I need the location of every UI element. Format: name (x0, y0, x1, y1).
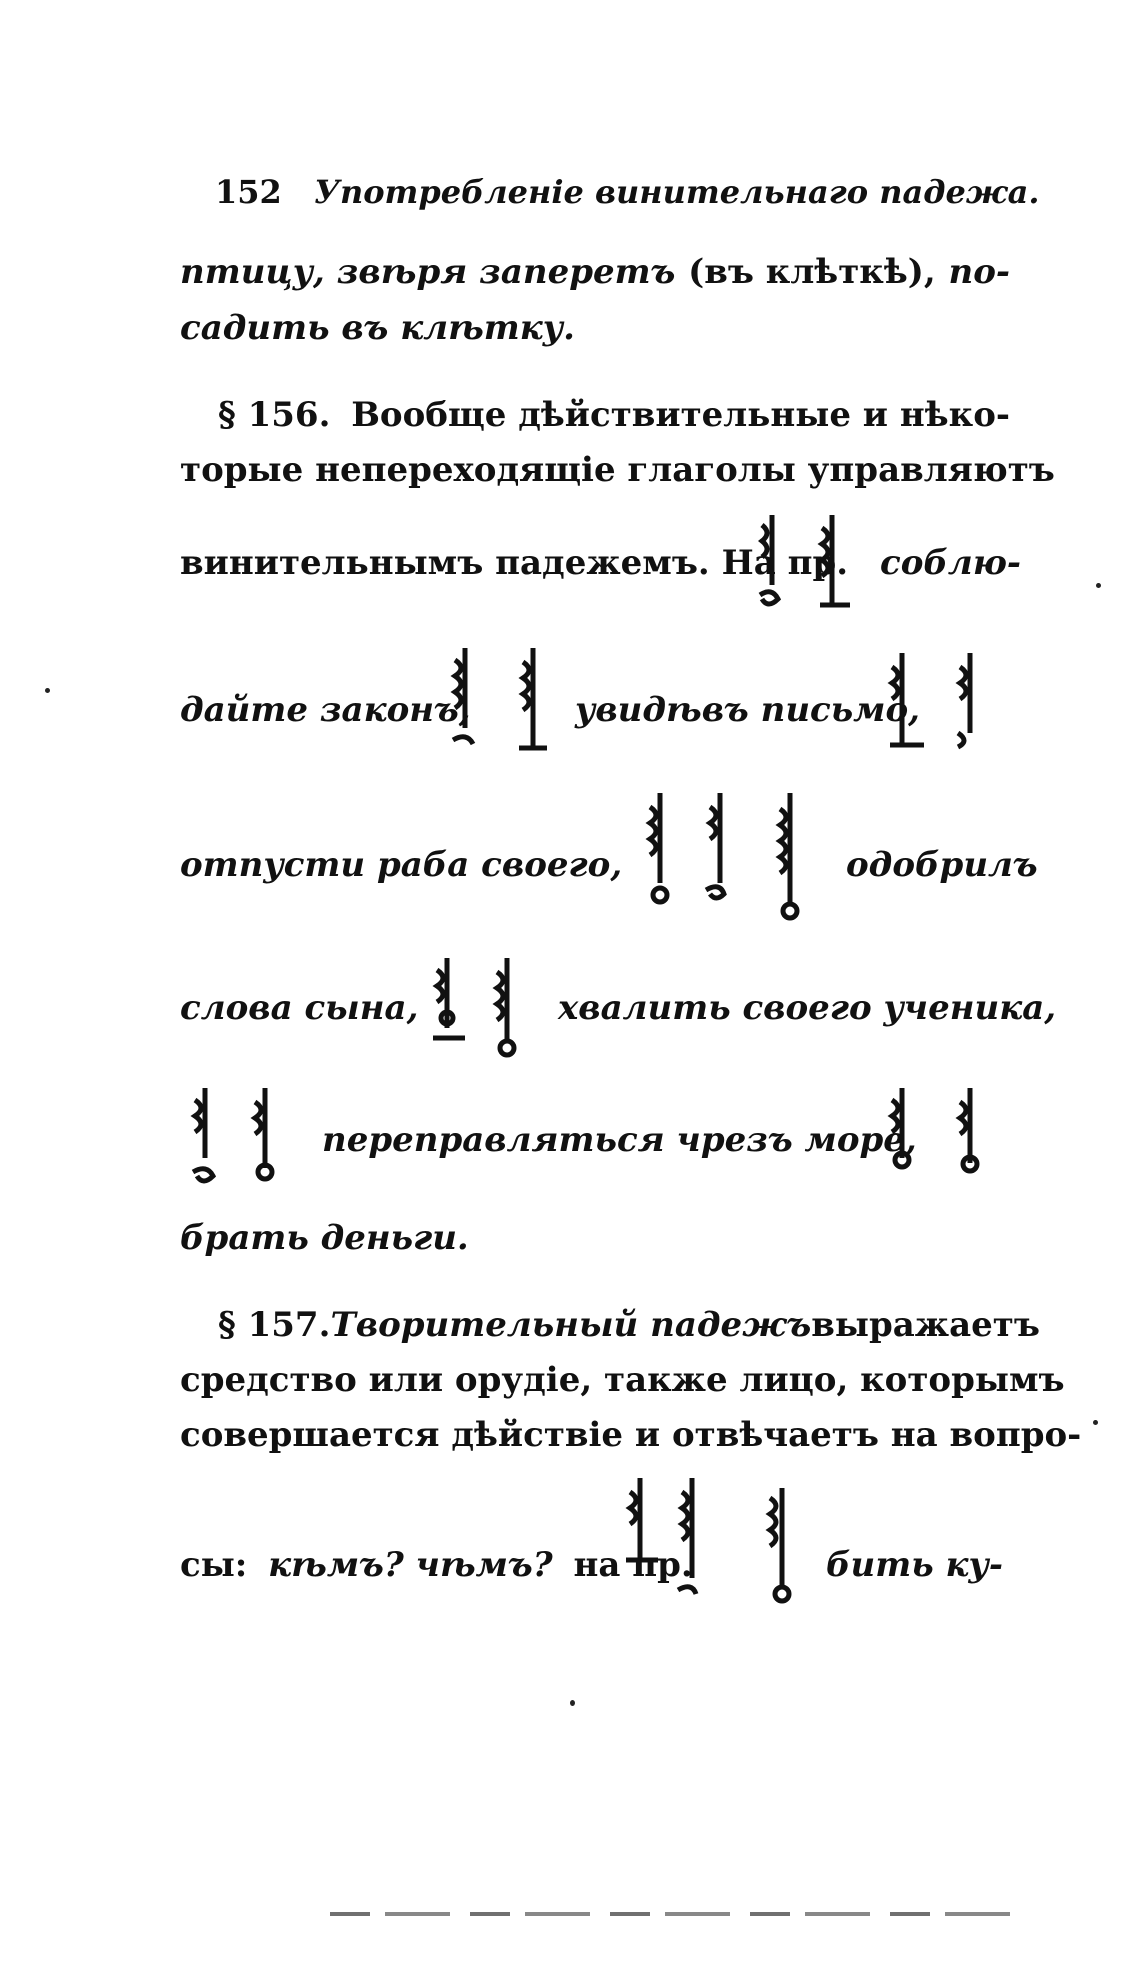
paragraph-157-line-1 (218, 1305, 1040, 1345)
manchu-script-soblyudaite-zakon (750, 510, 770, 620)
text-segment: бить ку- (826, 1545, 1003, 1585)
paragraph-157-line-2 (180, 1360, 1065, 1400)
manchu-script-brat-dengi (620, 1470, 640, 1610)
manchu-script-perepravlyatsya (880, 1080, 900, 1180)
text-segment: переправляться чрезъ море, (322, 1120, 917, 1160)
text-line-10: брать деньги. (180, 1218, 469, 1258)
page-number: 152 (215, 173, 282, 211)
paragraph-156-line-1 (218, 395, 1010, 435)
manchu-script-bit (760, 1480, 780, 1610)
text-segment: (въ клѣткѣ), (688, 252, 936, 292)
paper-speck (1093, 1420, 1098, 1425)
text-segment: кѣмъ? чѣмъ? (268, 1545, 553, 1585)
text-segment: совершается дѣйствіе и отвѣчаетъ на вопро- (180, 1415, 1082, 1455)
manchu-script-odobril-slova (425, 950, 445, 1060)
paragraph-157-line-4 (180, 1545, 693, 1585)
paragraph-156-line-3: винительнымъ падежемъ. На пр. (180, 543, 849, 583)
text-segment: средство или орудіе, также лицо, которымъ (180, 1360, 1065, 1400)
page-header (215, 172, 1039, 212)
text-segment: соблю- (880, 543, 1021, 583)
text-segment: торые непереходящіе глаголы управляютъ (180, 450, 1055, 490)
text-segment: Творительный падежъ (330, 1305, 812, 1345)
paragraph-156-line-2 (180, 450, 1055, 490)
text-segment: на пр. (573, 1545, 693, 1585)
manchu-script-uvidev-pismo-2 (880, 645, 900, 765)
text-line-2: садить въ клѣтку. (180, 308, 575, 348)
text-segment: одобрилъ (846, 845, 1038, 885)
section-number-156: § 156. (218, 395, 331, 435)
paper-speck (1096, 583, 1101, 588)
text-segment: по- (948, 252, 1010, 292)
text-segment: слова сына, (180, 988, 419, 1028)
text-segment: увидѣвъ письмо, (575, 690, 921, 730)
running-title: Употребленіе винительнаго падежа. (313, 173, 1040, 211)
manchu-script-khvalit-uchenika (185, 1080, 205, 1190)
text-segment: выражаетъ (811, 1305, 1040, 1345)
scan-edge-artifact (330, 1912, 1030, 1916)
text-segment: сы: (180, 1545, 248, 1585)
paragraph-157-line-3 (180, 1415, 1082, 1455)
manchu-script-uvidev-pismo (445, 640, 465, 760)
manchu-script-otpusti-raba (640, 785, 660, 925)
text-segment: Вообще дѣйствительные и нѣко- (351, 395, 1010, 435)
text-line-1 (180, 252, 1010, 292)
section-number-157: § 157. (218, 1305, 331, 1345)
text-segment: отпусти раба своего, (180, 845, 623, 885)
text-segment: птицу, звѣря заперетъ (180, 252, 676, 292)
text-segment: хвалить своего ученика, (558, 988, 1057, 1028)
paper-speck (570, 1700, 575, 1706)
text-segment: дайте законъ, (180, 690, 471, 730)
paper-speck (45, 688, 50, 693)
